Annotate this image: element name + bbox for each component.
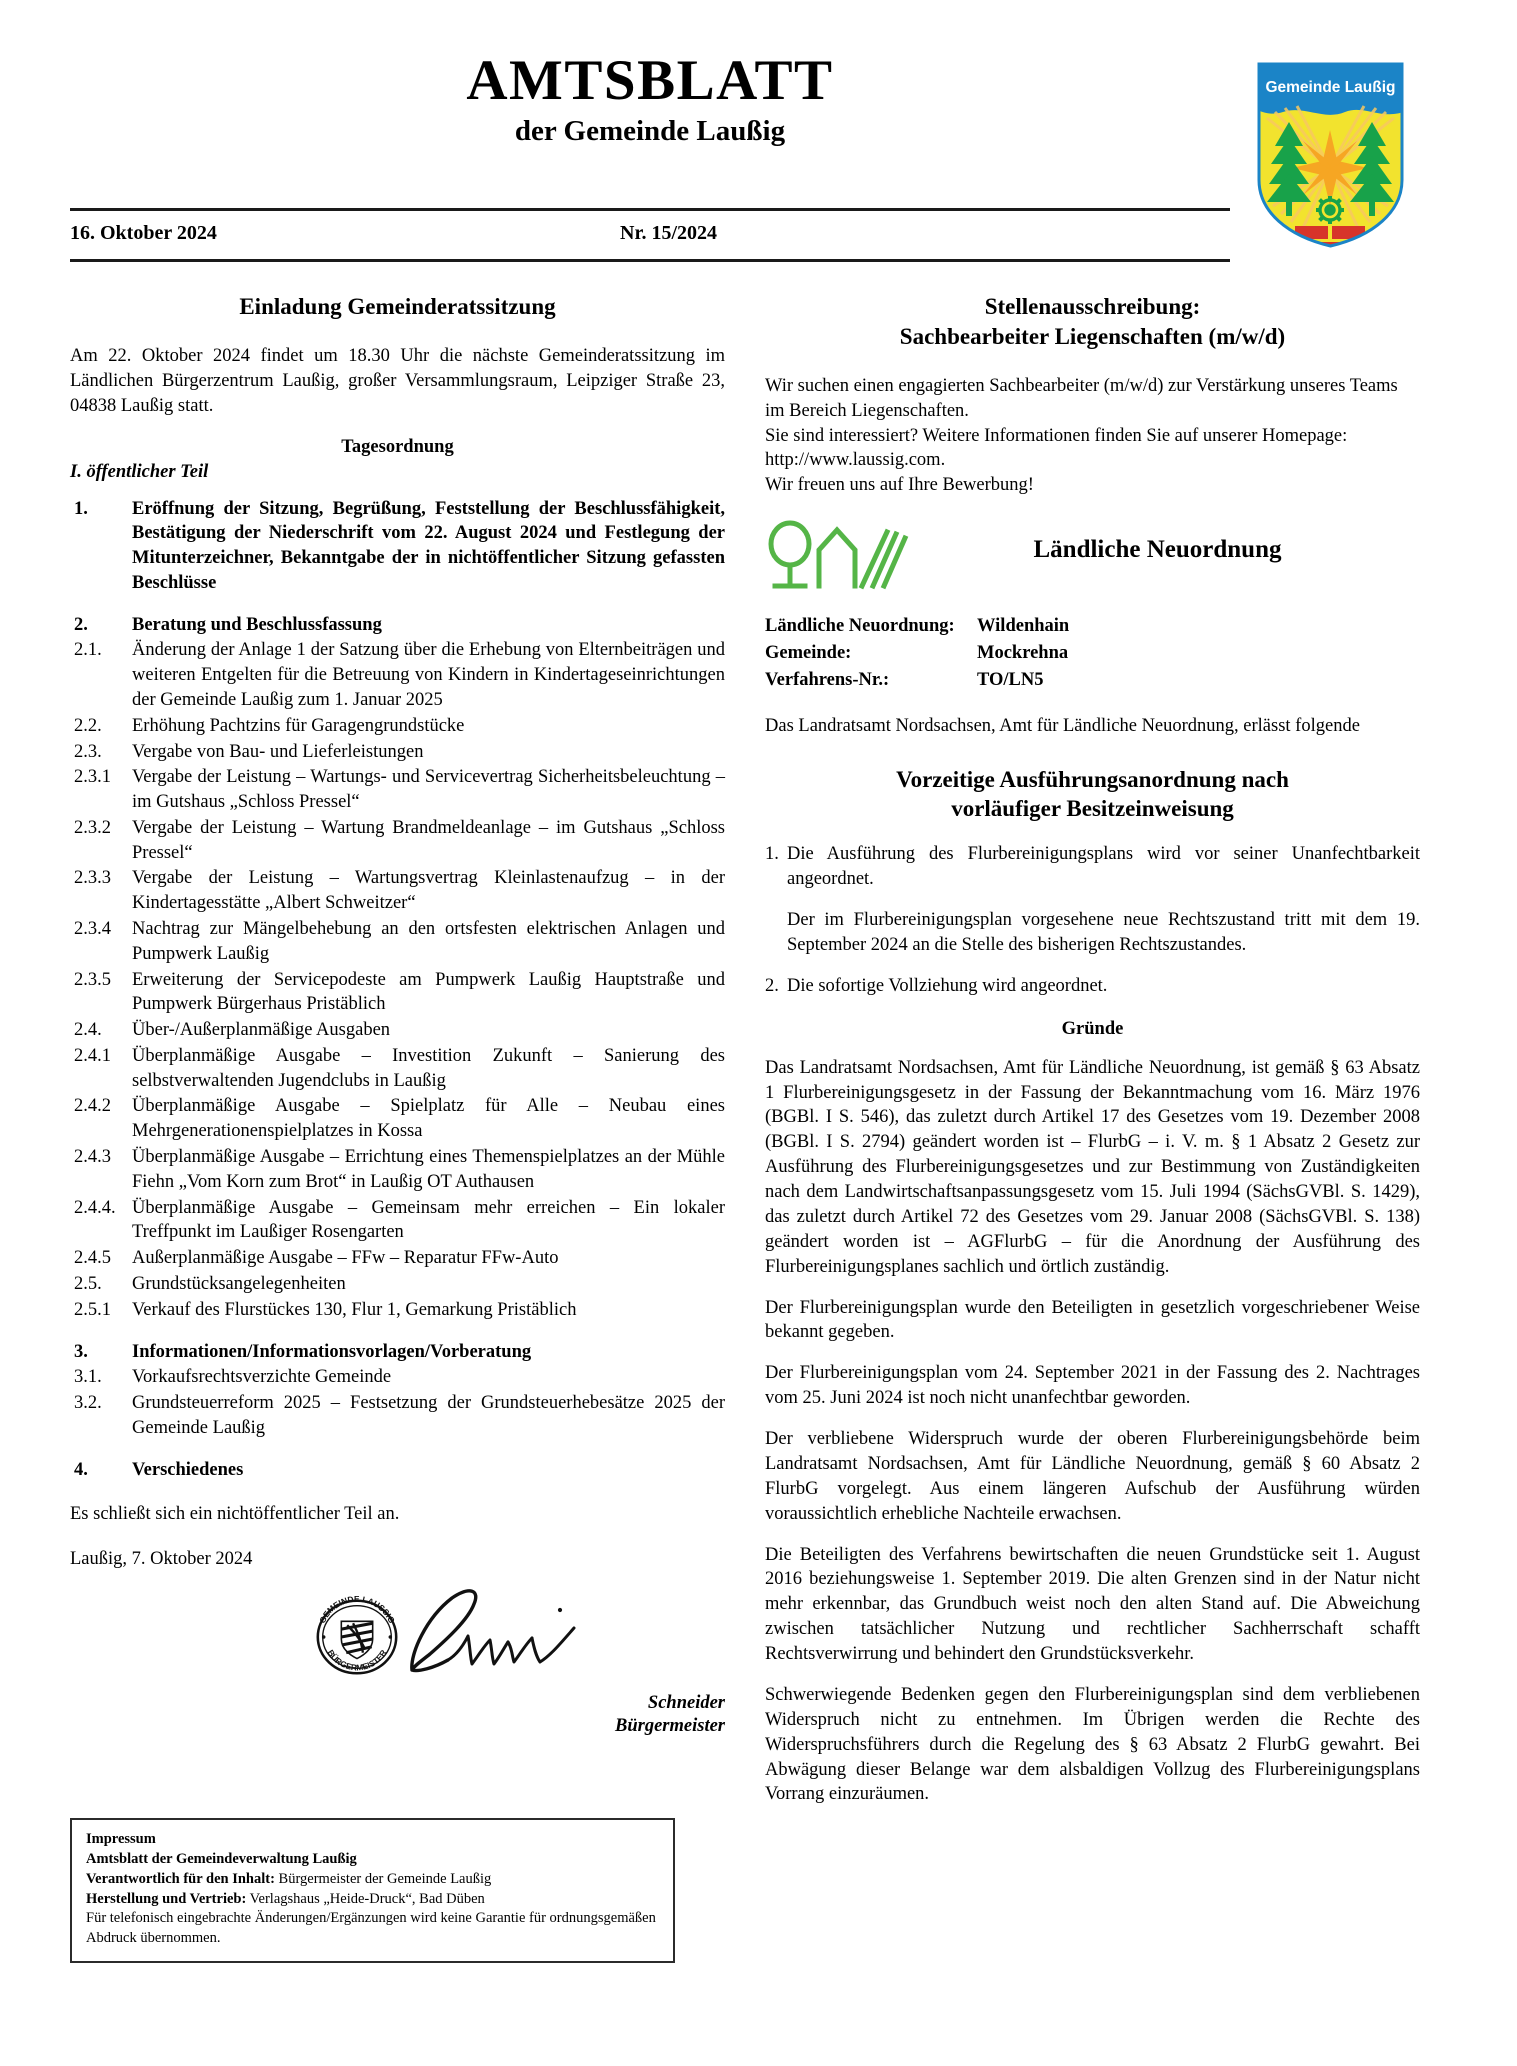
agenda-item-number: 3.1.	[74, 1367, 102, 1388]
agenda-item	[70, 1196, 725, 1246]
impressum-box	[70, 1818, 675, 1963]
order-title	[765, 765, 1420, 825]
reasons-paragraph-3: Der Flurbereinigungsplan vom 24. September 2021 in der Fassung des 2. Nachtrages vom 25. Juni 2024 ist noch nicht unanfechtbar geworden.	[765, 1363, 1420, 1409]
svg-text:GEMEINDE LAUSSIG: GEMEINDE LAUSSIG	[316, 1593, 398, 1625]
agenda-item	[70, 866, 725, 916]
agenda-item	[70, 1018, 725, 1043]
agenda-item-text: Überplanmäßige Ausgabe – Gemeinsam mehr erreichen – Ein lokaler Treffpunkt im Laußiger Rosengarten	[132, 1197, 725, 1243]
mayor-signature-image	[400, 1584, 590, 1692]
agenda-item	[70, 1246, 725, 1271]
order-item-1-text: Die Ausführung des Flurbereinigungsplans wird vor seiner Unanfechtbarkeit angeordnet.	[787, 844, 1420, 890]
closing-note: Es schließt sich ein nichtöffentlicher Teil an.	[70, 1504, 400, 1525]
agenda-item-text: Überplanmäßige Ausgabe – Spielplatz für Alle – Neubau eines Mehrgenerationenspielplatzes in Kossa	[132, 1096, 725, 1142]
job-posting-line2: Sie sind interessiert? Weitere Informationen finden Sie auf unserer Homepage: http://www.laussig.com.	[765, 425, 1348, 471]
agenda-item	[70, 1340, 725, 1365]
order-items	[765, 842, 1420, 998]
signature-name: Schneider	[647, 1692, 725, 1713]
agenda-item	[70, 1298, 725, 1323]
order-item-2-text: Die sofortige Vollziehung wird angeordnet.	[787, 975, 1108, 996]
agenda-item	[70, 1458, 725, 1483]
agenda-item	[70, 714, 725, 739]
agenda-item-text: Vergabe der Leistung – Wartungs- und Servicevertrag Sicherheitsbeleuchtung – im Gutshaus „Schloss Pressel“	[132, 767, 725, 813]
agenda-item	[70, 1272, 725, 1297]
procedure-area-value: Wildenhain	[977, 616, 1070, 637]
signature-block	[615, 1692, 725, 1738]
agenda-item-number: 2.3.2	[74, 817, 111, 838]
agenda-item	[70, 497, 725, 596]
agenda-item-number: 3.	[74, 1341, 88, 1362]
place-and-date: Laußig, 7. Oktober 2024	[70, 1549, 253, 1570]
procedure-row-municipality	[765, 641, 1420, 666]
agenda-item	[70, 968, 725, 1018]
agenda-item-number: 2.4.4.	[74, 1197, 116, 1218]
agenda-item-text: Grundsteuerreform 2025 – Festsetzung der Grundsteuerhebesätze 2025 der Gemeinde Laußig	[132, 1393, 725, 1438]
job-posting-heading-line2: Sachbearbeiter Liegenschaften (m/w/d)	[899, 323, 1286, 349]
job-posting-heading	[765, 292, 1420, 352]
agenda-item-text: Über-/Außerplanmäßige Ausgaben	[132, 1020, 391, 1041]
official-stamp-icon	[308, 1588, 406, 1686]
impressum-title: Impressum	[86, 1831, 156, 1847]
authority-intro: Das Landratsamt Nordsachsen, Amt für Ländliche Neuordnung, erlässt folgende	[765, 715, 1360, 736]
rural-reorganisation-title: Ländliche Neuordnung	[1033, 536, 1282, 564]
issue-number: Nr. 15/2024	[620, 222, 718, 244]
agenda-part-label: I. öffentlicher Teil	[70, 461, 209, 482]
agenda-item-number: 3.2.	[74, 1393, 102, 1414]
agenda-item-number: 2.4.1	[74, 1045, 111, 1066]
procedure-row-number	[765, 668, 1420, 693]
agenda-item-text: Eröffnung der Sitzung, Begrüßung, Feststellung der Beschlussfähigkeit, Bestätigung der Niederschrift vom 22. August 2024 und Festlegung der Mitunterzeichner, Bekanntgabe der in nichtöffentlicher Sitzung gefassten Beschlüsse	[132, 498, 725, 593]
agenda-item-text: Erweiterung der Servicepodeste am Pumpwerk Laußig Hauptstraße und Pumpwerk Bürgerhaus Pristäblich	[132, 969, 725, 1015]
impressum-publication: Amtsblatt der Gemeindeverwaltung Laußig	[86, 1850, 357, 1867]
masthead-rule-bottom	[70, 259, 1230, 262]
impressum-responsible-label: Verantwortlich für den Inhalt:	[86, 1870, 275, 1887]
procedure-number-label: Verfahrens-Nr.:	[765, 670, 890, 691]
agenda-title: Tagesordnung	[341, 436, 454, 457]
agenda-item-text: Überplanmäßige Ausgabe – Investition Zukunft – Sanierung des selbstverwaltenden Jugendclubs in Laußig	[132, 1045, 725, 1091]
reasons-paragraph-1: Das Landratsamt Nordsachsen, Amt für Ländliche Neuordnung, ist gemäß § 63 Absatz 1 Flurbereinigungsgesetz in der Fassung der Bekanntmachung vom 16. März 1976 (BGBl. I S. 546), das zuletzt durch Artikel 17 des Gesetzes vom 19. Dezember 2008 (BGBl. I S. 2794) geändert worden ist – FlurbG – i. V. m. § 1 Absatz 2 Gesetz zur Ausführung des Flurbereinigungsgesetzes und zur Bestimmung von Zuständigkeiten nach dem Landwirtschaftsanpassungsgesetz vom 15. Juli 1994 (SächsGVBl. S. 1429), das zuletzt durch Artikel 72 des Gesetzes vom 29. Januar 2008 (SächsGVBl. S. 138) geändert worden ist – AGFlurbG – für die Anordnung der Ausführung des Flurbereinigungsplanes sachlich und örtlich zuständig.	[765, 1057, 1420, 1277]
agenda-item-text: Informationen/Informationsvorlagen/Vorberatung	[132, 1341, 532, 1362]
agenda-item-number: 2.5.	[74, 1273, 102, 1294]
job-posting-heading-line1: Stellenausschreibung:	[984, 294, 1201, 319]
impressum-disclaimer: Für telefonisch eingebrachte Änderungen/Ergänzungen wird keine Garantie für ordnungsgemäßen Abdruck übernommen.	[86, 1910, 656, 1947]
procedure-number-value: TO/LN5	[977, 670, 1044, 691]
rural-reorganisation-logo-icon	[763, 520, 911, 592]
masthead-rule-top	[70, 208, 1230, 211]
agenda-item	[70, 816, 725, 866]
agenda-item-text: Änderung der Anlage 1 der Satzung über die Erhebung von Elternbeiträgen und weiteren Entgelten für die Betreuung von Kindern in Kindertageseinrichtungen der Gemeinde Laußig zum 1. Januar 2025	[132, 640, 725, 710]
agenda-item	[70, 917, 725, 967]
job-posting-line1: Wir suchen einen engagierten Sachbearbeiter (m/w/d) zur Verstärkung unseres Teams im Bereich Liegenschaften.	[765, 375, 1398, 421]
agenda-item-lead: Eröffnung der Sitzung	[132, 498, 319, 519]
closing-block	[70, 1502, 725, 1572]
impressum-responsible-value: Bürgermeister der Gemeinde Laußig	[274, 1870, 492, 1887]
agenda-item-text: Vergabe der Leistung – Wartungsvertrag Kleinlastenaufzug – in der Kindertagesstätte „Albert Schweitzer“	[132, 868, 725, 914]
agenda-item-text: Beratung und Beschlussfassung	[132, 614, 382, 635]
agenda-item-text: Verkauf des Flurstückes 130, Flur 1, Gemarkung Pristäblich	[132, 1299, 577, 1320]
agenda-item-number: 1.	[74, 498, 88, 519]
agenda-item-number: 2.4.3	[74, 1147, 111, 1168]
order-item-1	[765, 842, 1420, 892]
left-column	[70, 292, 725, 1736]
reasons-paragraph-5: Die Beteiligten des Verfahrens bewirtschaften die neuen Grundstücke seit 1. August 2016 beziehungsweise 1. September 2019. Die alten Grenzen sind in der Natur nicht mehr erkennbar, das Grundbuch weist noch den alten Stand auf. Die Abweichung zwischen tatsächlicher Nutzung und rechtlicher Sachherrschaft schafft Rechtsverwirrung und behindert den Grundstücksverkehr.	[765, 1544, 1420, 1665]
procedure-details	[765, 614, 1420, 693]
agenda-item	[70, 765, 725, 815]
agenda-item	[70, 638, 725, 712]
publication-title: AMTSBLATT	[466, 49, 834, 112]
order-item-1-number: 1.	[765, 844, 779, 865]
signature-role: Bürgermeister	[615, 1716, 725, 1737]
agenda-item-number: 4.	[74, 1459, 88, 1480]
order-item-1-subparagraph: Der im Flurbereinigungsplan vorgesehene neue Rechtszustand tritt mit dem 19. September 2024 an die Stelle des bisherigen Rechtszustandes.	[787, 910, 1420, 955]
right-column	[765, 292, 1420, 1807]
issue-date: 16. Oktober 2024	[70, 222, 217, 244]
agenda-item-text: Vergabe der Leistung – Wartung Brandmeldeanlage – im Gutshaus „Schloss Pressel“	[132, 817, 725, 863]
agenda-item-number: 2.4.	[74, 1020, 102, 1041]
agenda-item	[70, 1145, 725, 1195]
agenda-item	[70, 740, 725, 765]
publication-subtitle: der Gemeinde Laußig	[514, 115, 786, 148]
agenda-item-text: Erhöhung Pachtzins für Garagengrundstücke	[132, 715, 465, 736]
signature-area	[70, 1586, 725, 1736]
svg-text:BÜRGERMEISTER: BÜRGERMEISTER	[325, 1647, 389, 1673]
impressum-production-value: Verlagshaus „Heide-Druck“, Bad Düben	[246, 1890, 485, 1907]
procedure-row-area	[765, 614, 1420, 639]
masthead-titles	[70, 49, 1230, 148]
agenda-item	[70, 1094, 725, 1144]
reasons-title: Gründe	[1061, 1018, 1124, 1039]
job-posting-line3: Wir freuen uns auf Ihre Bewerbung!	[765, 475, 1034, 496]
agenda-item-number: 2.3.	[74, 741, 102, 762]
order-item-2	[765, 974, 1420, 999]
agenda-item-number: 2.	[74, 614, 88, 635]
invitation-intro: Am 22. Oktober 2024 findet um 18.30 Uhr die nächste Gemeinderatssitzung im Ländlichen Bürgerzentrum Laußig, großer Versammlungsraum, Leipziger Straße 23, 04838 Laußig statt.	[70, 345, 725, 416]
agenda-item-number: 2.4.5	[74, 1248, 111, 1269]
agenda-item-text: Vorkaufsrechtsverzichte Gemeinde	[132, 1367, 392, 1388]
reasons-paragraph-4: Der verbliebene Widerspruch wurde der oberen Flurbereinigungsbehörde beim Landratsamt Nordsachsen, Amt für Ländliche Neuordnung, gemäß § 60 Absatz 2 FlurbG vorgelegt. Aus einem längeren Aufschub der Ausführung würden voraussichtlich erhebliche Nachteile erwachsen.	[765, 1429, 1420, 1524]
agenda-item-number: 2.3.3	[74, 868, 111, 889]
impressum-production-label: Herstellung und Vertrieb:	[86, 1890, 247, 1907]
masthead	[0, 0, 1517, 268]
agenda-item-number: 2.5.1	[74, 1299, 111, 1320]
rural-reorganisation-header	[765, 524, 1420, 600]
agenda-item-text: Nachtrag zur Mängelbehebung an den ortsfesten elektrischen Anlagen und Pumpwerk Laußig	[132, 919, 725, 964]
agenda-item-text: Überplanmäßige Ausgabe – Errichtung eines Themenspielplatzes an der Mühle Fiehn „Vom Korn zum Brot“ in Laußig OT Authausen	[132, 1147, 725, 1192]
agenda-item	[70, 1391, 725, 1441]
agenda-item-text: Verschiedenes	[132, 1459, 244, 1480]
agenda-item-number: 2.4.2	[74, 1096, 111, 1117]
reasons-paragraph-6: Schwerwiegende Bedenken gegen den Flurbereinigungsplan sind dem verbliebenen Widerspruch nicht zu entnehmen. Im Übrigen werden die Rechte des Widerspruchsführers durch die Regelung des § 63 Absatz 2 FlurbG gewahrt. Bei Abwägung dieser Belange war dem alsbaldigen Vollzug des Flurbereinigungsplans Vorrang einzuräumen.	[765, 1684, 1420, 1805]
order-item-2-number: 2.	[765, 975, 779, 996]
agenda-item	[70, 613, 725, 638]
order-title-line2: vorläufiger Besitzeinweisung	[951, 796, 1234, 822]
agenda-item-number: 2.3.5	[74, 969, 111, 990]
procedure-municipality-label: Gemeinde:	[765, 643, 852, 664]
agenda-list	[70, 497, 725, 1483]
invitation-heading: Einladung Gemeinderatssitzung	[239, 294, 556, 319]
agenda-item-number: 2.3.1	[74, 767, 111, 788]
agenda-item-number: 2.1.	[74, 640, 102, 661]
agenda-item-number: 2.2.	[74, 715, 102, 736]
reasons-paragraph-2: Der Flurbereinigungsplan wurde den Beteiligten in gesetzlich vorgeschriebener Weise bekannt gegeben.	[765, 1297, 1420, 1343]
crest-wordmark: Gemeinde Laußig	[1265, 79, 1396, 96]
agenda-item	[70, 1044, 725, 1094]
agenda-item-text: Außerplanmäßige Ausgabe – FFw – Reparatur FFw-Auto	[132, 1248, 559, 1269]
agenda-item	[70, 1365, 725, 1390]
municipal-coat-of-arms-icon	[1253, 60, 1408, 250]
order-title-line1: Vorzeitige Ausführungsanordnung nach	[896, 766, 1289, 792]
agenda-item-text: Grundstücksangelegenheiten	[132, 1273, 346, 1294]
agenda-item-text: Vergabe von Bau- und Lieferleistungen	[132, 741, 424, 762]
procedure-municipality-value: Mockrehna	[977, 643, 1069, 664]
procedure-area-label: Ländliche Neuordnung:	[765, 616, 955, 637]
agenda-item-number: 2.3.4	[74, 919, 111, 940]
